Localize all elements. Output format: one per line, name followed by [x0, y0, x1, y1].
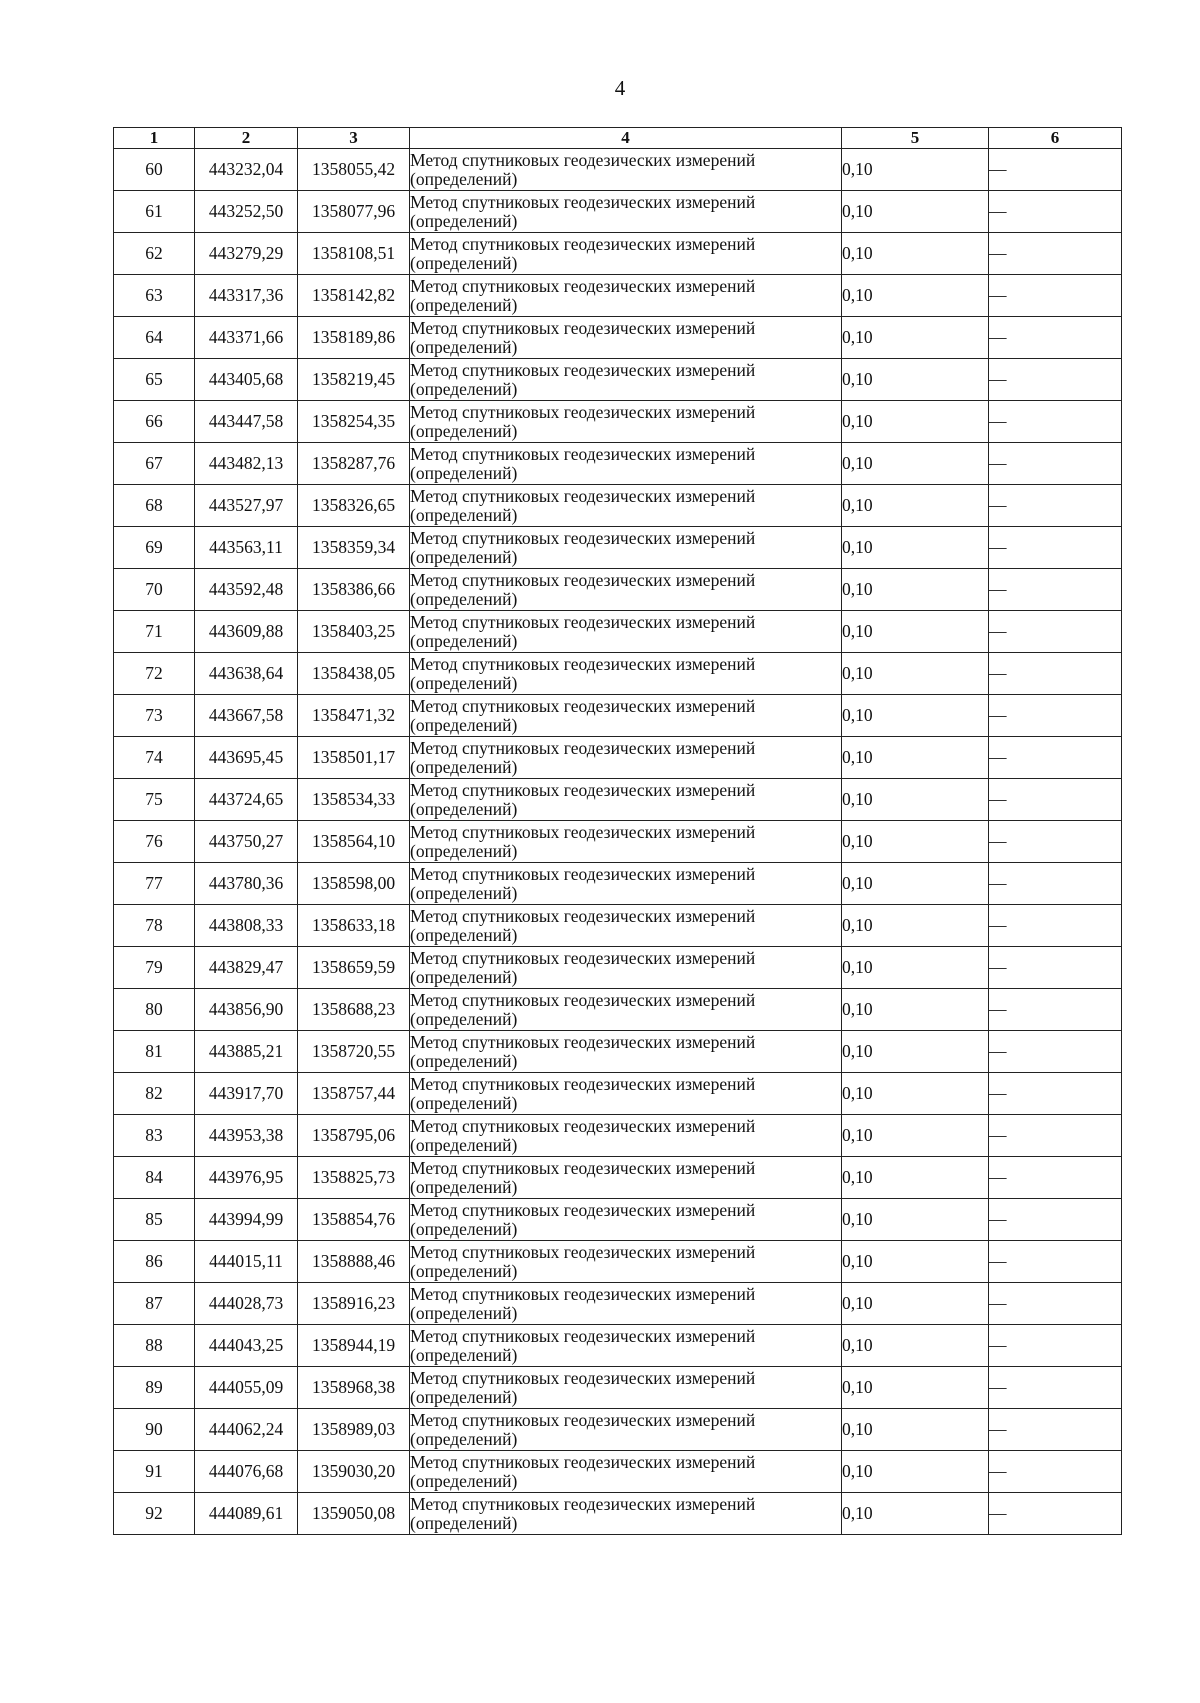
table-row — [114, 863, 1122, 905]
method-cell: Метод спутниковых геодезических измерений (определений) — [410, 1031, 842, 1073]
table-row — [114, 1409, 1122, 1451]
note-cell: — — [989, 1325, 1122, 1367]
coordinate-y-cell: 1358108,51 — [298, 233, 410, 275]
method-cell: Метод спутниковых геодезических измерений (определений) — [410, 401, 842, 443]
method-cell: Метод спутниковых геодезических измерений (определений) — [410, 1199, 842, 1241]
table-row — [114, 653, 1122, 695]
coordinate-y-cell: 1358438,05 — [298, 653, 410, 695]
point-number-cell: 80 — [114, 989, 195, 1031]
coordinate-x-cell: 443405,68 — [195, 359, 298, 401]
table-row — [114, 233, 1122, 275]
accuracy-cell: 0,10 — [842, 905, 989, 947]
coordinate-y-cell: 1358254,35 — [298, 401, 410, 443]
point-number-cell: 63 — [114, 275, 195, 317]
table-row — [114, 1199, 1122, 1241]
note-cell: — — [989, 1199, 1122, 1241]
coordinate-x-cell: 443829,47 — [195, 947, 298, 989]
coordinate-x-cell: 443609,88 — [195, 611, 298, 653]
coordinate-y-cell: 1358757,44 — [298, 1073, 410, 1115]
accuracy-cell: 0,10 — [842, 1073, 989, 1115]
coordinate-x-cell: 443592,48 — [195, 569, 298, 611]
note-cell: — — [989, 275, 1122, 317]
accuracy-cell: 0,10 — [842, 611, 989, 653]
table-row — [114, 359, 1122, 401]
note-cell: — — [989, 1073, 1122, 1115]
coordinate-y-cell: 1359030,20 — [298, 1451, 410, 1493]
coordinate-y-cell: 1358359,34 — [298, 527, 410, 569]
accuracy-cell: 0,10 — [842, 359, 989, 401]
coordinate-x-cell: 443724,65 — [195, 779, 298, 821]
coordinate-x-cell: 443317,36 — [195, 275, 298, 317]
coordinate-x-cell: 443885,21 — [195, 1031, 298, 1073]
note-cell: — — [989, 1241, 1122, 1283]
point-number-cell: 64 — [114, 317, 195, 359]
point-number-cell: 82 — [114, 1073, 195, 1115]
coordinate-x-cell: 443527,97 — [195, 485, 298, 527]
point-number-cell: 67 — [114, 443, 195, 485]
method-cell: Метод спутниковых геодезических измерений (определений) — [410, 1115, 842, 1157]
accuracy-cell: 0,10 — [842, 779, 989, 821]
point-number-cell: 92 — [114, 1493, 195, 1535]
note-cell: — — [989, 737, 1122, 779]
table-row — [114, 1367, 1122, 1409]
method-cell: Метод спутниковых геодезических измерений (определений) — [410, 275, 842, 317]
accuracy-cell: 0,10 — [842, 1325, 989, 1367]
coordinate-y-cell: 1358598,00 — [298, 863, 410, 905]
table-row — [114, 821, 1122, 863]
coordinate-y-cell: 1358403,25 — [298, 611, 410, 653]
method-cell: Метод спутниковых геодезических измерений (определений) — [410, 905, 842, 947]
coordinate-y-cell: 1358916,23 — [298, 1283, 410, 1325]
point-number-cell: 83 — [114, 1115, 195, 1157]
coordinate-x-cell: 444062,24 — [195, 1409, 298, 1451]
table-row — [114, 1073, 1122, 1115]
point-number-cell: 61 — [114, 191, 195, 233]
method-cell: Метод спутниковых геодезических измерений (определений) — [410, 1157, 842, 1199]
coordinate-y-cell: 1358795,06 — [298, 1115, 410, 1157]
coordinate-x-cell: 443953,38 — [195, 1115, 298, 1157]
note-cell: — — [989, 569, 1122, 611]
note-cell: — — [989, 191, 1122, 233]
method-cell: Метод спутниковых геодезических измерений (определений) — [410, 527, 842, 569]
coordinate-x-cell: 444089,61 — [195, 1493, 298, 1535]
coordinate-y-cell: 1358633,18 — [298, 905, 410, 947]
accuracy-cell: 0,10 — [842, 863, 989, 905]
point-number-cell: 76 — [114, 821, 195, 863]
coordinate-x-cell: 443252,50 — [195, 191, 298, 233]
accuracy-cell: 0,10 — [842, 1199, 989, 1241]
accuracy-cell: 0,10 — [842, 149, 989, 191]
note-cell: — — [989, 527, 1122, 569]
point-number-cell: 79 — [114, 947, 195, 989]
note-cell: — — [989, 1115, 1122, 1157]
accuracy-cell: 0,10 — [842, 1241, 989, 1283]
method-cell: Метод спутниковых геодезических измерений (определений) — [410, 695, 842, 737]
accuracy-cell: 0,10 — [842, 317, 989, 359]
header-col-4: 4 — [410, 128, 842, 149]
note-cell: — — [989, 863, 1122, 905]
note-cell: — — [989, 149, 1122, 191]
accuracy-cell: 0,10 — [842, 1409, 989, 1451]
accuracy-cell: 0,10 — [842, 443, 989, 485]
table-row — [114, 1283, 1122, 1325]
method-cell: Метод спутниковых геодезических измерений (определений) — [410, 149, 842, 191]
accuracy-cell: 0,10 — [842, 569, 989, 611]
coordinate-x-cell: 443667,58 — [195, 695, 298, 737]
coordinate-y-cell: 1358854,76 — [298, 1199, 410, 1241]
table-row — [114, 737, 1122, 779]
note-cell: — — [989, 1409, 1122, 1451]
accuracy-cell: 0,10 — [842, 1031, 989, 1073]
table-row — [114, 989, 1122, 1031]
table-row — [114, 611, 1122, 653]
note-cell: — — [989, 1283, 1122, 1325]
method-cell: Метод спутниковых геодезических измерений (определений) — [410, 989, 842, 1031]
method-cell: Метод спутниковых геодезических измерений (определений) — [410, 863, 842, 905]
method-cell: Метод спутниковых геодезических измерений (определений) — [410, 233, 842, 275]
note-cell: — — [989, 1367, 1122, 1409]
method-cell: Метод спутниковых геодезических измерений (определений) — [410, 359, 842, 401]
coordinate-x-cell: 444055,09 — [195, 1367, 298, 1409]
page-number: 4 — [614, 76, 626, 100]
point-number-cell: 84 — [114, 1157, 195, 1199]
coordinate-x-cell: 443563,11 — [195, 527, 298, 569]
coordinate-y-cell: 1358386,66 — [298, 569, 410, 611]
accuracy-cell: 0,10 — [842, 1115, 989, 1157]
point-number-cell: 88 — [114, 1325, 195, 1367]
point-number-cell: 66 — [114, 401, 195, 443]
coordinate-x-cell: 443482,13 — [195, 443, 298, 485]
method-cell: Метод спутниковых геодезических измерений (определений) — [410, 1367, 842, 1409]
method-cell: Метод спутниковых геодезических измерений (определений) — [410, 1241, 842, 1283]
method-cell: Метод спутниковых геодезических измерений (определений) — [410, 317, 842, 359]
table-row — [114, 401, 1122, 443]
coordinate-x-cell: 443976,95 — [195, 1157, 298, 1199]
method-cell: Метод спутниковых геодезических измерений (определений) — [410, 821, 842, 863]
coordinate-x-cell: 444028,73 — [195, 1283, 298, 1325]
method-cell: Метод спутниковых геодезических измерений (определений) — [410, 1493, 842, 1535]
table-body — [114, 149, 1122, 1535]
coordinate-y-cell: 1358564,10 — [298, 821, 410, 863]
coordinate-x-cell: 443917,70 — [195, 1073, 298, 1115]
accuracy-cell: 0,10 — [842, 821, 989, 863]
coordinate-x-cell: 443638,64 — [195, 653, 298, 695]
point-number-cell: 87 — [114, 1283, 195, 1325]
point-number-cell: 86 — [114, 1241, 195, 1283]
note-cell: — — [989, 1451, 1122, 1493]
point-number-cell: 73 — [114, 695, 195, 737]
coordinate-x-cell: 443994,99 — [195, 1199, 298, 1241]
table-row — [114, 1157, 1122, 1199]
table-row — [114, 317, 1122, 359]
method-cell: Метод спутниковых геодезических измерений (определений) — [410, 1073, 842, 1115]
coordinate-x-cell: 443780,36 — [195, 863, 298, 905]
coordinate-x-cell: 443279,29 — [195, 233, 298, 275]
coordinate-y-cell: 1358501,17 — [298, 737, 410, 779]
note-cell: — — [989, 443, 1122, 485]
table-row — [114, 569, 1122, 611]
coordinate-y-cell: 1358326,65 — [298, 485, 410, 527]
table-row — [114, 1241, 1122, 1283]
table-row — [114, 149, 1122, 191]
coordinate-x-cell: 444076,68 — [195, 1451, 298, 1493]
coordinate-y-cell: 1358825,73 — [298, 1157, 410, 1199]
method-cell: Метод спутниковых геодезических измерений (определений) — [410, 737, 842, 779]
coordinate-y-cell: 1358944,19 — [298, 1325, 410, 1367]
table-row — [114, 191, 1122, 233]
point-number-cell: 60 — [114, 149, 195, 191]
note-cell: — — [989, 695, 1122, 737]
table-row — [114, 695, 1122, 737]
point-number-cell: 81 — [114, 1031, 195, 1073]
note-cell: — — [989, 401, 1122, 443]
note-cell: — — [989, 359, 1122, 401]
coordinate-y-cell: 1358888,46 — [298, 1241, 410, 1283]
coordinate-y-cell: 1358142,82 — [298, 275, 410, 317]
note-cell: — — [989, 233, 1122, 275]
method-cell: Метод спутниковых геодезических измерений (определений) — [410, 1409, 842, 1451]
coordinate-x-cell: 443856,90 — [195, 989, 298, 1031]
table-row — [114, 905, 1122, 947]
accuracy-cell: 0,10 — [842, 653, 989, 695]
coordinate-x-cell: 443808,33 — [195, 905, 298, 947]
point-number-cell: 72 — [114, 653, 195, 695]
coordinate-y-cell: 1358968,38 — [298, 1367, 410, 1409]
method-cell: Метод спутниковых геодезических измерений (определений) — [410, 947, 842, 989]
table-row — [114, 947, 1122, 989]
accuracy-cell: 0,10 — [842, 1493, 989, 1535]
method-cell: Метод спутниковых геодезических измерений (определений) — [410, 611, 842, 653]
header-col-2: 2 — [195, 128, 298, 149]
point-number-cell: 69 — [114, 527, 195, 569]
coordinate-y-cell: 1358055,42 — [298, 149, 410, 191]
method-cell: Метод спутниковых геодезических измерений (определений) — [410, 485, 842, 527]
table-row — [114, 1115, 1122, 1157]
note-cell: — — [989, 653, 1122, 695]
note-cell: — — [989, 1031, 1122, 1073]
note-cell: — — [989, 485, 1122, 527]
table-row — [114, 275, 1122, 317]
point-number-cell: 90 — [114, 1409, 195, 1451]
note-cell: — — [989, 989, 1122, 1031]
note-cell: — — [989, 779, 1122, 821]
header-col-5: 5 — [842, 128, 989, 149]
coordinate-y-cell: 1358720,55 — [298, 1031, 410, 1073]
note-cell: — — [989, 905, 1122, 947]
method-cell: Метод спутниковых геодезических измерений (определений) — [410, 443, 842, 485]
coordinate-x-cell: 443371,66 — [195, 317, 298, 359]
table-row — [114, 485, 1122, 527]
note-cell: — — [989, 1157, 1122, 1199]
table-row — [114, 443, 1122, 485]
note-cell: — — [989, 317, 1122, 359]
table-row — [114, 779, 1122, 821]
table-row — [114, 1031, 1122, 1073]
coordinate-x-cell: 443232,04 — [195, 149, 298, 191]
point-number-cell: 74 — [114, 737, 195, 779]
accuracy-cell: 0,10 — [842, 737, 989, 779]
point-number-cell: 62 — [114, 233, 195, 275]
coordinate-y-cell: 1358989,03 — [298, 1409, 410, 1451]
coordinate-y-cell: 1358688,23 — [298, 989, 410, 1031]
header-col-6: 6 — [989, 128, 1122, 149]
coordinate-x-cell: 443695,45 — [195, 737, 298, 779]
point-number-cell: 71 — [114, 611, 195, 653]
method-cell: Метод спутниковых геодезических измерений (определений) — [410, 1451, 842, 1493]
coordinates-table — [113, 127, 1122, 1535]
coordinate-x-cell: 444015,11 — [195, 1241, 298, 1283]
coordinate-y-cell: 1358534,33 — [298, 779, 410, 821]
method-cell: Метод спутниковых геодезических измерений (определений) — [410, 1325, 842, 1367]
method-cell: Метод спутниковых геодезических измерений (определений) — [410, 569, 842, 611]
coordinate-y-cell: 1359050,08 — [298, 1493, 410, 1535]
coordinate-x-cell: 443750,27 — [195, 821, 298, 863]
method-cell: Метод спутниковых геодезических измерений (определений) — [410, 191, 842, 233]
point-number-cell: 70 — [114, 569, 195, 611]
table-row — [114, 527, 1122, 569]
table-row — [114, 1493, 1122, 1535]
accuracy-cell: 0,10 — [842, 1157, 989, 1199]
header-row — [114, 128, 1122, 149]
method-cell: Метод спутниковых геодезических измерений (определений) — [410, 653, 842, 695]
point-number-cell: 75 — [114, 779, 195, 821]
accuracy-cell: 0,10 — [842, 275, 989, 317]
point-number-cell: 68 — [114, 485, 195, 527]
accuracy-cell: 0,10 — [842, 695, 989, 737]
note-cell: — — [989, 611, 1122, 653]
accuracy-cell: 0,10 — [842, 527, 989, 569]
method-cell: Метод спутниковых геодезических измерений (определений) — [410, 1283, 842, 1325]
point-number-cell: 85 — [114, 1199, 195, 1241]
point-number-cell: 77 — [114, 863, 195, 905]
note-cell: — — [989, 947, 1122, 989]
accuracy-cell: 0,10 — [842, 233, 989, 275]
header-col-1: 1 — [114, 128, 195, 149]
note-cell: — — [989, 821, 1122, 863]
coordinate-y-cell: 1358659,59 — [298, 947, 410, 989]
coordinate-y-cell: 1358471,32 — [298, 695, 410, 737]
table-row — [114, 1451, 1122, 1493]
coordinate-y-cell: 1358077,96 — [298, 191, 410, 233]
accuracy-cell: 0,10 — [842, 1283, 989, 1325]
accuracy-cell: 0,10 — [842, 989, 989, 1031]
note-cell: — — [989, 1493, 1122, 1535]
method-cell: Метод спутниковых геодезических измерений (определений) — [410, 779, 842, 821]
accuracy-cell: 0,10 — [842, 191, 989, 233]
accuracy-cell: 0,10 — [842, 947, 989, 989]
accuracy-cell: 0,10 — [842, 1367, 989, 1409]
accuracy-cell: 0,10 — [842, 401, 989, 443]
header-col-3: 3 — [298, 128, 410, 149]
point-number-cell: 91 — [114, 1451, 195, 1493]
coordinate-x-cell: 444043,25 — [195, 1325, 298, 1367]
accuracy-cell: 0,10 — [842, 1451, 989, 1493]
coordinate-y-cell: 1358219,45 — [298, 359, 410, 401]
point-number-cell: 89 — [114, 1367, 195, 1409]
coordinate-y-cell: 1358287,76 — [298, 443, 410, 485]
table-row — [114, 1325, 1122, 1367]
point-number-cell: 65 — [114, 359, 195, 401]
point-number-cell: 78 — [114, 905, 195, 947]
coordinate-x-cell: 443447,58 — [195, 401, 298, 443]
accuracy-cell: 0,10 — [842, 485, 989, 527]
coordinate-y-cell: 1358189,86 — [298, 317, 410, 359]
